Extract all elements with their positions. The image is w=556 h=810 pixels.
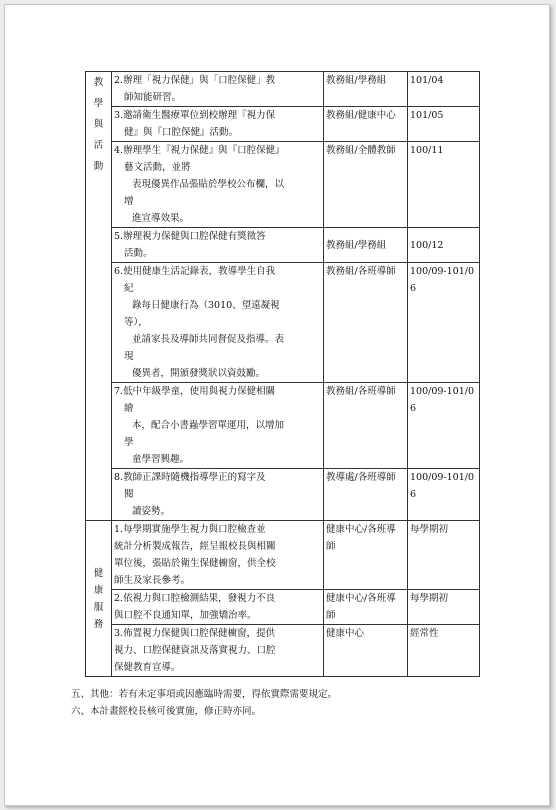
unit-cell: 教務組/各班導師 bbox=[324, 383, 408, 469]
table-row bbox=[86, 590, 480, 625]
unit-cell: 教導處/各班導師 bbox=[324, 469, 408, 521]
item-text: 8.教師正課時隨機指導學正的寫字及 閱 讀姿勢。 bbox=[112, 469, 324, 521]
unit-cell: 健康中心/各班導 師 bbox=[324, 521, 408, 590]
unit-cell: 教務組/全體教師 bbox=[324, 142, 408, 228]
table-row bbox=[86, 625, 480, 677]
unit-cell: 教務組/健康中心 bbox=[324, 107, 408, 142]
item-text: 7.低中年級學童，使用與視力保健相關 繪 本，配合小書蟲學習單運用，以增加 學 童學習興趣。 bbox=[112, 383, 324, 469]
date-cell: 每學期初 bbox=[408, 521, 480, 590]
table-row bbox=[86, 521, 480, 590]
item-text: 4.辦理學生『視力保健』與『口腔保健』 藝文活動，並將 表現優異作品張貼於學校公布欄，以 增 進宣導效果。 bbox=[112, 142, 324, 228]
table-row bbox=[86, 383, 480, 469]
date-cell: 經常性 bbox=[408, 625, 480, 677]
date-cell: 100/11 bbox=[408, 142, 480, 228]
table-row bbox=[86, 72, 480, 107]
date-cell: 每學期初 bbox=[408, 590, 480, 625]
date-cell: 101/05 bbox=[408, 107, 480, 142]
date-cell: 100/12 bbox=[408, 228, 480, 263]
date-cell: 100/09-101/06 bbox=[408, 469, 480, 521]
table-row bbox=[86, 142, 480, 228]
table-row bbox=[86, 228, 480, 263]
item-text: 2.依視力與口腔檢測結果，發視力不良 與口腔不良通知單，加強矯治率。 bbox=[112, 590, 324, 625]
category-teaching-activities: 教學與活動 bbox=[86, 72, 112, 521]
unit-cell: 教務組/學務組 bbox=[324, 72, 408, 107]
document-page bbox=[4, 4, 550, 806]
table-row bbox=[86, 263, 480, 383]
item-text: 6.使用健康生活記錄表，教導學生自我 紀 錄每日健康行為（3010、望遠凝視 等）， 並請家長及導師共同督促及指導。表 現 優異者，開頒發獎狀以資鼓勵。 bbox=[112, 263, 324, 383]
date-cell: 101/04 bbox=[408, 72, 480, 107]
plan-table bbox=[85, 71, 480, 677]
unit-cell: 健康中心 bbox=[324, 625, 408, 677]
item-text: 1.每學期實施學生視力與口腔檢查並 統計分析製成報告，經呈報校長與相關 單位後，張貼於衛生保健櫥窗，供全校 師生及家長參考。 bbox=[112, 521, 324, 590]
category-health-services: 健康服務 bbox=[86, 521, 112, 677]
item-text: 2.辦理「視力保健」與「口腔保健」教 師知能研習。 bbox=[112, 72, 324, 107]
unit-cell: 健康中心/各班導 師 bbox=[324, 590, 408, 625]
note-implementation: 六、本計畫經校長核可後實施，修正時亦同。 bbox=[71, 706, 262, 717]
table-row bbox=[86, 107, 480, 142]
unit-cell: 教務組/各班導師 bbox=[324, 263, 408, 383]
date-cell: 100/09-101/06 bbox=[408, 383, 480, 469]
date-cell: 100/09-101/06 bbox=[408, 263, 480, 383]
note-other: 五、其他：若有未定事項或因應臨時需要，得依實際需要規定。 bbox=[71, 689, 338, 700]
item-text: 3.佈置視力保健與口腔保健櫥窗，提供 視力、口腔保健資訊及落實視力、口腔 保健教育宣導。 bbox=[112, 625, 324, 677]
unit-cell: 教務組/學務組 bbox=[324, 228, 408, 263]
closing-notes bbox=[71, 686, 491, 720]
item-text: 3.邀請衛生醫療單位到校辦理『視力保 健』與『口腔保健』活動。 bbox=[112, 107, 324, 142]
item-text: 5.辦理視力保健與口腔保健有獎徵答 活動。 bbox=[112, 228, 324, 263]
table-row bbox=[86, 469, 480, 521]
